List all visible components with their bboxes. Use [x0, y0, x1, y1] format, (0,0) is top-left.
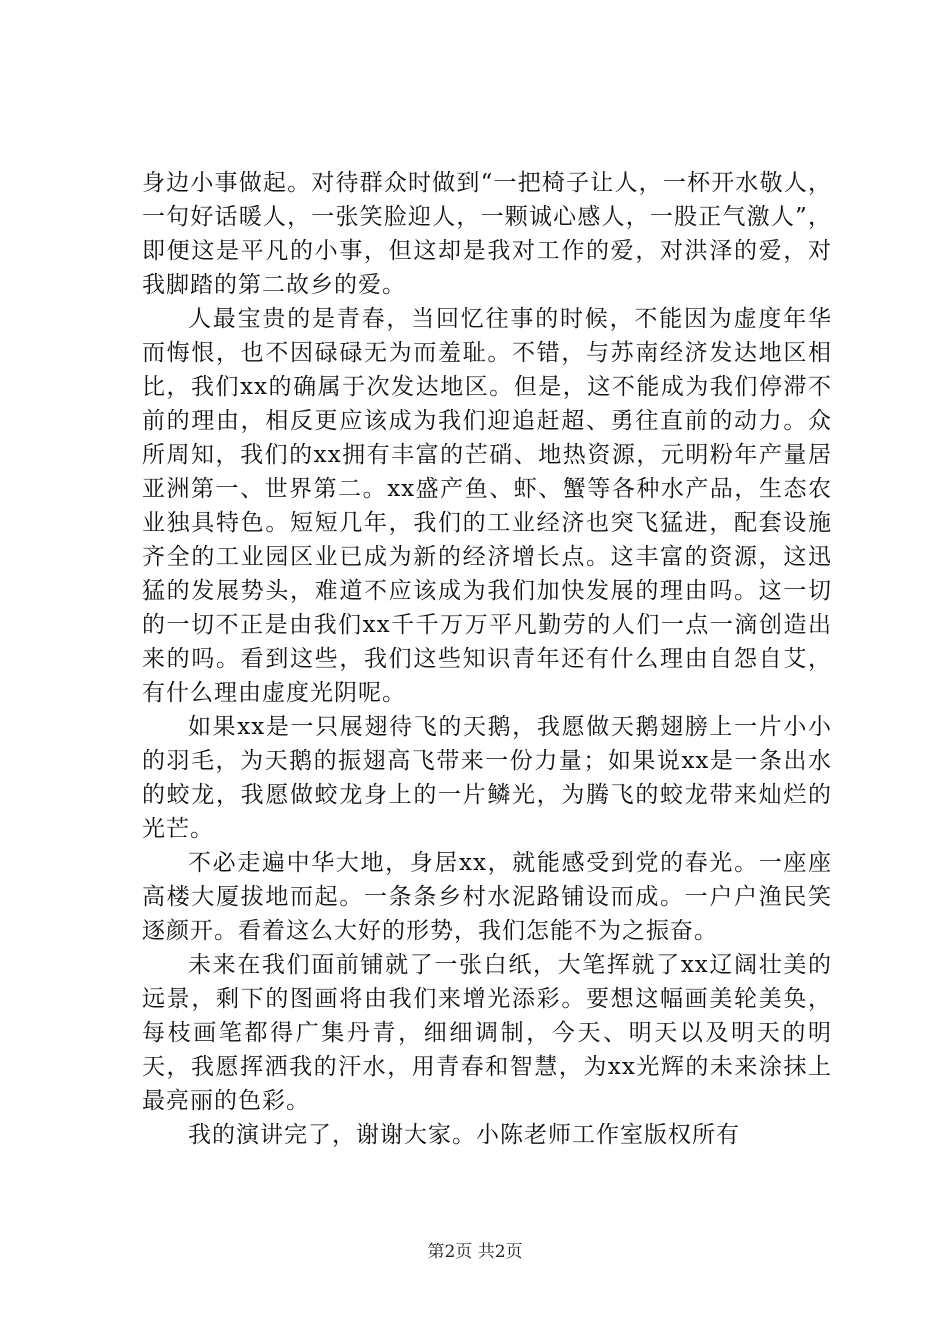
paragraph-youth: 人最宝贵的是青春，当回忆往事的时候，不能因为虚度年华而悔恨，也不因碌碌无为而羞耻。不错，与苏南经济发达地区相比，我们xx的确属于次发达地区。但是，这不能成为我们停滞不前的理由，相反更应该成为我们迎追赶超、勇往直前的动力。众所周知，我们的xx拥有丰富的芒硝、地热资源，元明粉年产量居亚洲第一、世界第二。xx盛产鱼、虾、蟹等各种水产品，生态农业独具特色。短短几年，我们的工业经济也突飞猛进，配套设施齐全的工业园区业已成为新的经济增长点。这丰富的资源，这迅猛的发展势头，难道不应该成为我们加快发展的理由吗。这一切的一切不正是由我们xx千千万万平凡勤劳的人们一点一滴创造出来的吗。看到这些，我们这些知识青年还有什么理由自怨自艾，有什么理由虚度光阴呢。: [142, 306, 832, 706]
paragraph-spring-light: 不必走遍中华大地，身居xx，就能感受到党的春光。一座座高楼大厦拔地而起。一条条乡村水泥路铺设而成。一户户渔民笑逐颜开。看着这么大好的形势，我们怎能不为之振奋。: [142, 850, 832, 944]
paragraph-swan-dragon: 如果xx是一只展翅待飞的天鹅，我愿做天鹅翅膀上一片小小的羽毛，为天鹅的振翅高飞带来一份力量；如果说xx是一条出水的蛟龙，我愿做蛟龙身上的一片鳞光，为腾飞的蛟龙带来灿烂的光芒。: [142, 714, 832, 842]
paragraph-continued: 身边小事做起。对待群众时做到“一把椅子让人，一杯开水敬人，一句好话暖人，一张笑脸迎人，一颗诚心感人，一股正气激人”，即便这是平凡的小事，但这却是我对工作的爱，对洪泽的爱，对我脚踏的第二故乡的爱。: [142, 170, 832, 298]
paragraph-closing: 我的演讲完了，谢谢大家。小陈老师工作室版权所有: [188, 1122, 740, 1148]
document-body: [142, 166, 832, 1152]
paragraph-future: 未来在我们面前铺就了一张白纸，大笔挥就了xx辽阔壮美的远景，剩下的图画将由我们来增光添彩。要想这幅画美轮美奂，每枝画笔都得广集丹青，细细调制，今天、明天以及明天的明天，我愿挥洒我的汗水，用青春和智慧，为xx光辉的未来涂抹上最亮丽的色彩。: [142, 952, 832, 1114]
page-number-footer: 第2页 共2页: [427, 1242, 523, 1262]
